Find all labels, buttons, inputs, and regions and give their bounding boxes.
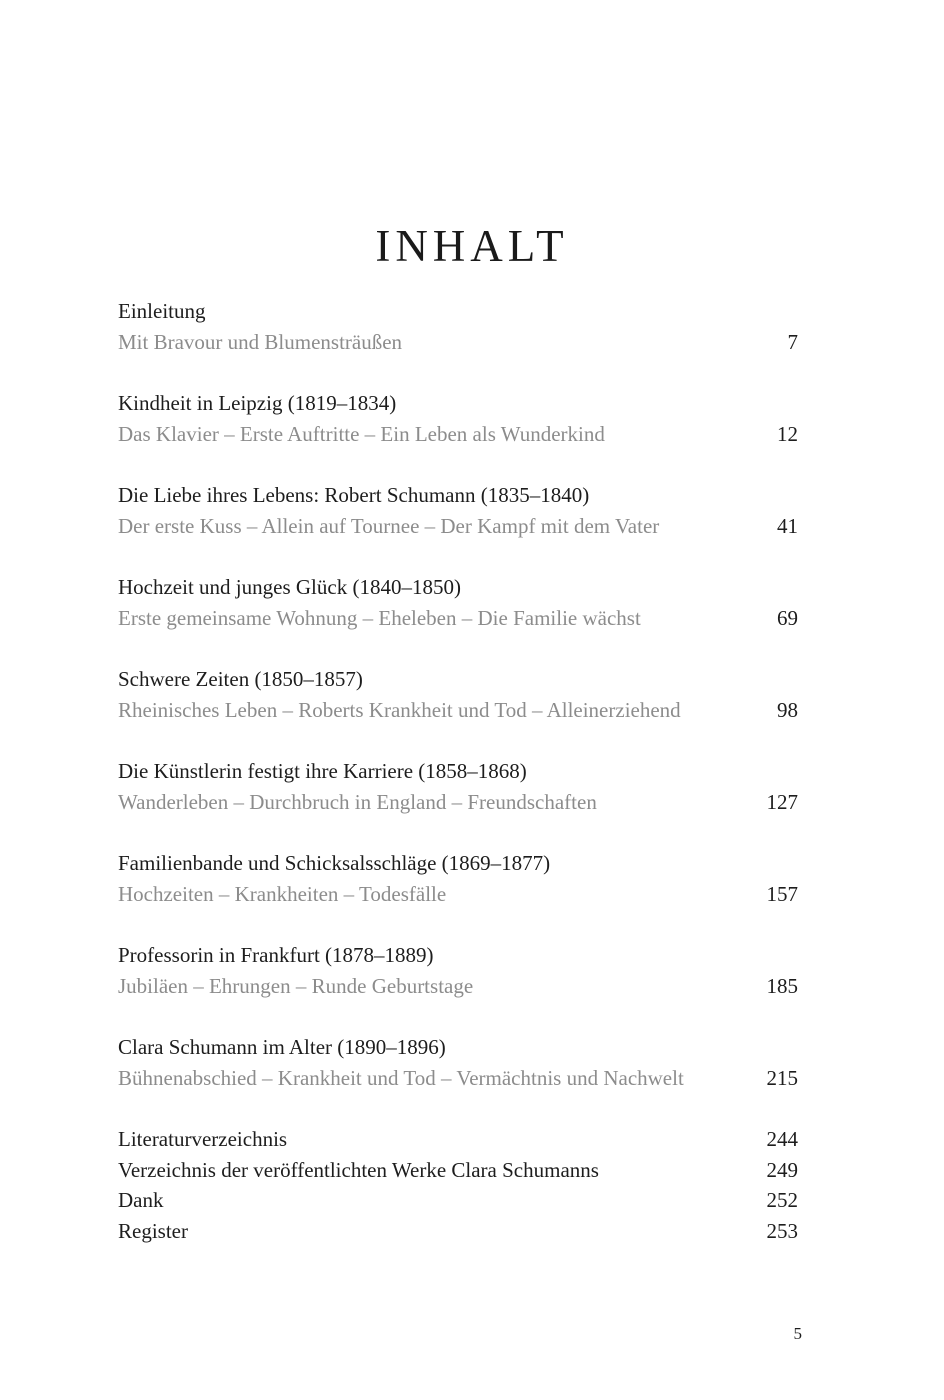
page-title: INHALT bbox=[375, 221, 569, 271]
appendix-entry bbox=[118, 1185, 798, 1216]
toc-chapter bbox=[118, 940, 798, 1002]
appendix-entry-title: Dank bbox=[118, 1188, 164, 1212]
chapter-subtitle: Erste gemeinsame Wohnung – Eheleben – Die Familie wächst bbox=[118, 606, 641, 630]
chapter-page-number: 185 bbox=[766, 974, 798, 998]
chapter-page-number: 12 bbox=[777, 422, 798, 446]
chapter-subtitle-row bbox=[118, 787, 798, 818]
toc-appendix bbox=[118, 1124, 798, 1246]
chapter-title: Die Liebe ihres Lebens: Robert Schumann (1835–1840) bbox=[118, 483, 590, 507]
chapter-title: Die Künstlerin festigt ihre Karriere (1858–1868) bbox=[118, 759, 527, 783]
appendix-entry bbox=[118, 1155, 798, 1186]
chapter-subtitle: Das Klavier – Erste Auftritte – Ein Leben als Wunderkind bbox=[118, 422, 605, 446]
chapter-page-number: 7 bbox=[787, 330, 798, 354]
chapter-title: Kindheit in Leipzig (1819–1834) bbox=[118, 391, 397, 415]
toc-chapter bbox=[118, 756, 798, 818]
toc-chapter bbox=[118, 296, 798, 358]
toc-chapter bbox=[118, 572, 798, 634]
chapter-subtitle: Rheinisches Leben – Roberts Krankheit und Tod – Alleinerziehend bbox=[118, 698, 681, 722]
toc-chapter bbox=[118, 1032, 798, 1094]
appendix-page-number: 253 bbox=[766, 1218, 798, 1243]
appendix-entry-title: Register bbox=[118, 1218, 188, 1243]
chapter-page-number: 127 bbox=[766, 790, 798, 814]
chapter-subtitle-row bbox=[118, 1063, 798, 1094]
chapter-title: Einleitung bbox=[118, 299, 206, 323]
toc-chapter bbox=[118, 848, 798, 910]
chapter-title: Hochzeit und junges Glück (1840–1850) bbox=[118, 575, 461, 599]
chapter-title: Professorin in Frankfurt (1878–1889) bbox=[118, 943, 434, 967]
chapter-title: Clara Schumann im Alter (1890–1896) bbox=[118, 1035, 446, 1059]
toc-chapter bbox=[118, 480, 798, 542]
table-of-contents bbox=[118, 296, 798, 1246]
chapter-page-number: 215 bbox=[766, 1066, 798, 1090]
chapter-subtitle-row bbox=[118, 971, 798, 1002]
chapter-title: Schwere Zeiten (1850–1857) bbox=[118, 667, 363, 691]
chapter-title: Familienbande und Schicksalsschläge (1869–1877) bbox=[118, 851, 551, 875]
chapter-page-number: 98 bbox=[777, 698, 798, 722]
chapter-subtitle-row bbox=[118, 419, 798, 450]
chapter-page-number: 69 bbox=[777, 606, 798, 630]
appendix-entry-title: Literaturverzeichnis bbox=[118, 1127, 288, 1151]
chapter-subtitle: Der erste Kuss – Allein auf Tournee – Der Kampf mit dem Vater bbox=[118, 514, 660, 538]
toc-chapter bbox=[118, 388, 798, 450]
appendix-page-number: 249 bbox=[766, 1157, 798, 1182]
chapter-subtitle: Jubiläen – Ehrungen – Runde Geburtstage bbox=[118, 974, 474, 998]
chapter-subtitle-row bbox=[118, 879, 798, 910]
appendix-entry bbox=[118, 1124, 798, 1155]
appendix-page-number: 252 bbox=[766, 1188, 798, 1212]
chapter-subtitle: Hochzeiten – Krankheiten – Todesfälle bbox=[118, 882, 447, 906]
chapter-subtitle-row bbox=[118, 327, 798, 358]
chapter-subtitle-row bbox=[118, 695, 798, 726]
chapter-subtitle-row bbox=[118, 511, 798, 542]
appendix-entry bbox=[118, 1216, 798, 1247]
chapter-subtitle-row bbox=[118, 603, 798, 634]
chapter-subtitle: Mit Bravour und Blumensträußen bbox=[118, 330, 403, 354]
chapter-subtitle: Wanderleben – Durchbruch in England – Freundschaften bbox=[118, 790, 597, 814]
chapter-page-number: 157 bbox=[766, 882, 798, 906]
appendix-entry-title: Verzeichnis der veröffentlichten Werke Clara Schumanns bbox=[118, 1157, 599, 1182]
appendix-page-number: 244 bbox=[766, 1127, 798, 1151]
toc-chapter bbox=[118, 664, 798, 726]
chapter-subtitle: Bühnenabschied – Krankheit und Tod – Vermächtnis und Nachwelt bbox=[118, 1066, 684, 1090]
page-folio-number: 5 bbox=[793, 1324, 802, 1343]
chapter-page-number: 41 bbox=[777, 514, 798, 538]
